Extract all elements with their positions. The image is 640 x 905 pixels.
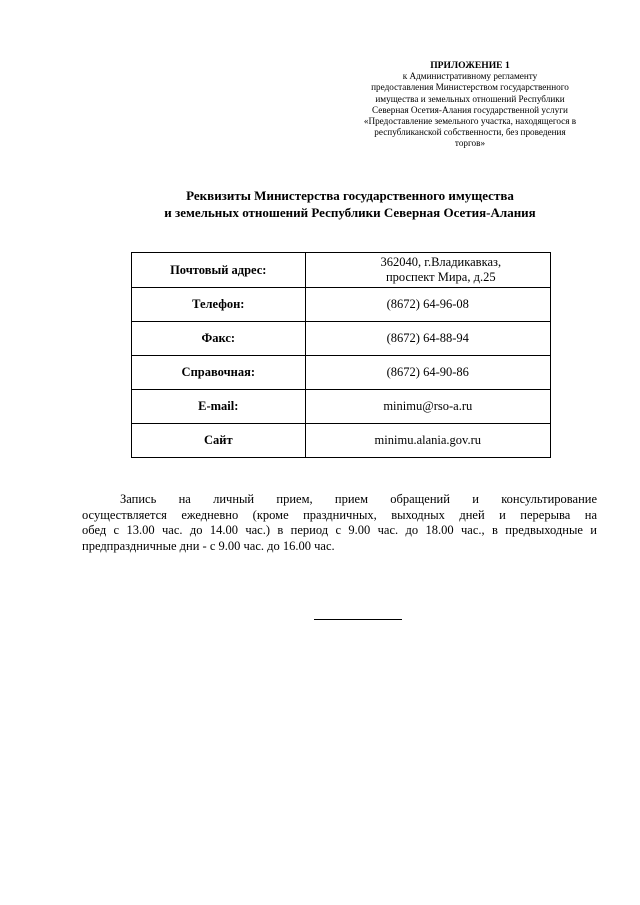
- schedule-line-1: Запись на личный прием, прием обращений и консультирование: [120, 492, 597, 506]
- email-value: minimu@rso-a.ru: [305, 390, 550, 424]
- table-row-email: [132, 390, 551, 424]
- table-row-fax: [132, 322, 551, 356]
- info-label: Справочная:: [132, 356, 306, 390]
- table-row-phone: [132, 288, 551, 322]
- appendix-line: предоставления Министерством государственного: [371, 82, 569, 93]
- appendix-block: [340, 60, 600, 150]
- schedule-line-2: осуществляется ежедневно (кроме праздничных, выходных дней и перерыва на: [82, 507, 597, 522]
- appendix-line: торгов»: [454, 138, 486, 149]
- table-row-site: [132, 424, 551, 458]
- heading-line-1: Реквизиты Министерства государственного имущества: [186, 188, 514, 203]
- appendix-title: ПРИЛОЖЕНИЕ 1: [430, 60, 510, 71]
- schedule-paragraph: [82, 492, 597, 554]
- fax-label: Факс:: [132, 322, 306, 356]
- schedule-line-4: предпраздничные дни - с 9.00 час. до 16.00 час.: [82, 538, 335, 553]
- heading-line-2: и земельных отношений Республики Северная Осетия-Алания: [164, 204, 536, 220]
- appendix-line: республиканской собственности, без проведения: [374, 127, 566, 138]
- site-value: minimu.alania.gov.ru: [305, 424, 550, 458]
- appendix-line: имущества и земельных отношений Республики: [375, 93, 565, 104]
- appendix-line: «Предоставление земельного участка, находящегося в: [363, 116, 577, 127]
- requisites-heading: [100, 188, 600, 221]
- phone-label: Телефон:: [132, 288, 306, 322]
- postal-value: [305, 253, 550, 288]
- schedule-line-3: обед с 13.00 час. до 14.00 час.) в период с 9.00 час. до 18.00 час., в предвыходные и: [82, 523, 597, 537]
- email-label: E-mail:: [132, 390, 306, 424]
- requisites-table: [131, 252, 551, 458]
- appendix-line: Северная Осетия-Алания государственной услуги: [372, 104, 568, 115]
- table-row-postal: [132, 253, 551, 288]
- fax-value: (8672) 64-88-94: [305, 322, 550, 356]
- table-row-info: [132, 356, 551, 390]
- appendix-line: к Административному регламенту: [402, 71, 538, 82]
- postal-label: Почтовый адрес:: [132, 253, 306, 288]
- postal-line-2: проспект Мира, д.25: [385, 270, 496, 284]
- info-value: (8672) 64-90-86: [305, 356, 550, 390]
- phone-value: (8672) 64-96-08: [305, 288, 550, 322]
- site-label: Сайт: [132, 424, 306, 458]
- separator-line: [314, 619, 402, 620]
- postal-line-1: 362040, г.Владикавказ,: [380, 255, 502, 269]
